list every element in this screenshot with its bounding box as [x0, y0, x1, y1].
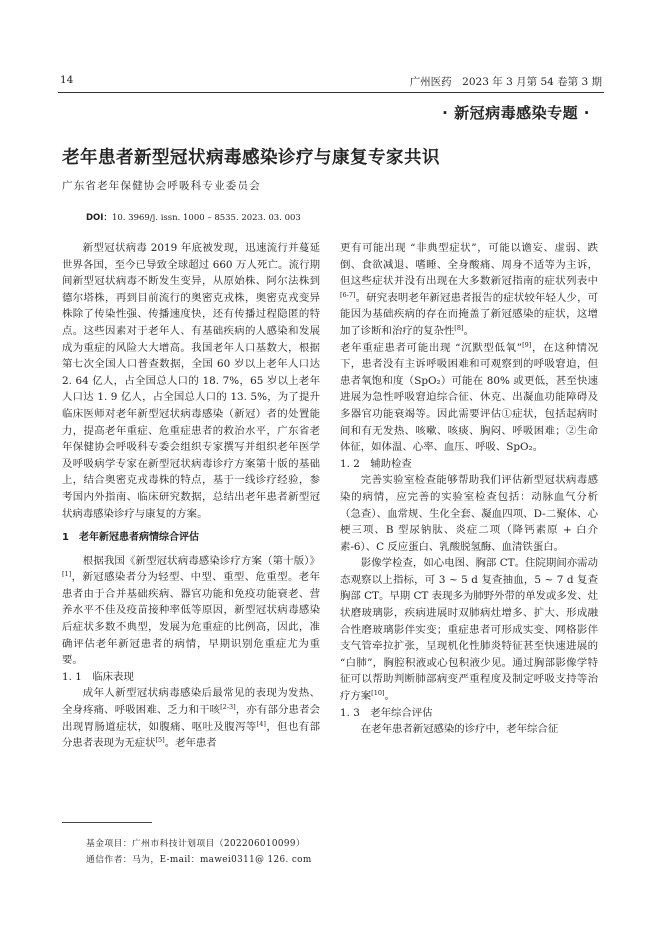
article-title: 老年患者新型冠状病毒感染诊疗与康复专家共识 — [62, 148, 440, 168]
citation-ref: [5] — [155, 736, 165, 745]
subsection-1-1-heading: 1. 1 临床表现 — [62, 670, 134, 683]
journal-header: 广州医药 2023 年 3 月第 54 卷第 3 期 — [409, 76, 602, 88]
citation-ref: [2-3] — [220, 703, 236, 712]
fund-note: 基金项目：广州市科技计划项目（202206010099） — [86, 839, 306, 849]
special-topic-label: · 新冠病毒感染专题 · — [442, 104, 590, 122]
subsection-1-1-paragraph: 成年人新型冠状病毒感染后最常见的表现为发热、全身疼痛、呼吸困难、乏力和干咳[2-3]，亦有部分患者会出现胃肠道症状，如腹痛、呕吐及腹泻等[4]，但也有部分患者表现为无症状[5]。老年患者 — [62, 687, 321, 750]
subsection-1-3-heading: 1. 3 老年综合评估 — [340, 706, 433, 719]
doi-label: DOI： — [86, 213, 112, 223]
footnote-rule — [62, 822, 152, 823]
geriatric-assessment-paragraph: 在老年患者新冠感染的诊疗中，老年综合征 — [360, 723, 559, 736]
section-1-paragraph: 根据我国《新型冠状病毒感染诊疗方案（第十版）》[1]，新冠感染者分为轻型、中型、重型、危重型。老年患者由于合并基础疾病、器官功能和免疫功能衰老、营养水平不佳及疫苗接种率低等原因，新型冠状病毒感染后症状多数不典型，发展为危重症的比例高，因此，准确评估老年新冠患者的病情，早期识别危重症尤为重要。 — [62, 554, 320, 667]
doi-line — [86, 211, 301, 223]
lab-tests-paragraph: 完善实验室检查能够帮助我们评估新型冠状病毒感染的病情，应完善的实验室检查包括：动脉血气分析（急查）、血常规、生化全套、凝血四项、D-二聚体、心梗三项、B 型尿钠肽、炎症二项（降钙素原 + 白介素-6）、C 反应蛋白、乳酸脱氢酶、血清铁蛋白。 — [340, 474, 598, 553]
citation-ref: [6-7] — [340, 290, 356, 299]
citation-ref: [4] — [256, 719, 266, 728]
correspondence-note: 通信作者：马为，E-mail：mawei0311@ 126. com — [86, 855, 312, 865]
right-column — [340, 240, 598, 738]
citation-ref: [1] — [62, 570, 72, 579]
intro-paragraph: 新型冠状病毒 2019 年底被发现，迅速流行并蔓延世界各国，至今已导致全球超过 660 万人死亡。流行期间新型冠状病毒不断发生变异，从原始株、阿尔法株到德尔塔株，再到目前流行的奥密克戎株，奥密克戎变异株除了传染性强、传播速度快，还有传播过程隐匿的特点。这些因素对于老年人、有基础疾病的人感染和发展成为重症的风险大大增高。我国老年人口基数大，根据第七次全国人口普查数据，全国 60 岁以上老年人口达 2. 64 亿人，占全国总人口的 18. 7%，65 岁以上老年人口达 1. 9 亿人，占全国总人口的 13. 5%，为了提升临床医师对老年新型冠状病毒感染（新冠）者的处置能力，提高老年重症、危重症患者的救治水平，广东省老年保健协会呼吸科专委会组织专家撰写并组织老年医学及呼吸病学专家在新型冠状病毒诊疗方案第十版的基础上，结合奥密克戎毒株的特点，基于一线诊疗经验，参考国内外指南、临床研究数据，总结出老年患者新型冠状病毒感染诊疗与康复的方案。 — [62, 242, 320, 520]
symptom-paragraph: 更有可能出现 “非典型症状”，可能以谵妄、虚弱、跌倒、食欲减退、嗜睡、全身酸痛、周身不适等为主诉，但这些症状并没有出现在大多数新冠指南的症状列表中[6-7]。研究表明老年新冠患者报告的症状较年轻人少，可能因为基础疾病的存在而掩盖了新冠感染的症状，这增加了诊断和治疗的复杂性[8]。 — [340, 242, 598, 337]
citation-ref: [10] — [371, 689, 385, 698]
silent-hypoxia-paragraph: 老年重症患者可能出现 “沉默型低氧”[9]，在这种情况下，患者没有主诉呼吸困难和可观察到的呼吸窘迫，但患者氧饱和度（SpO₂）可能在 80% 或更低，甚至快速进展为急性呼吸窘迫综合征、休克、出凝血功能障碍及多器官功能衰竭等。因此需要评估①症状，包括起病时间和有无发热、咳嗽、咳痰、胸闷、呼吸困难；②生命体征，如体温、心率、血压、呼吸、SpO₂。 — [340, 340, 598, 454]
imaging-paragraph: 影像学检查，如心电图、胸部 CT。住院期间亦需动态观察以上指标，可 3 ~ 5 d 复查抽血，5 ~ 7 d 复查胸部 CT。早期 CT 表现多为肺野外带的单发或多发、灶状磨玻璃影，疾病进展时双肺病灶增多、扩大、形成融合性磨玻璃影伴实变；重症患者可形成实变、网格影伴支气管牵拉扩张，呈现机化性肺炎特征甚至快速进展的 “白肺”，胸腔积液或心包积液少见。通过胸部影像学特征可以帮助判断肺部病变严重程度及制定呼吸支持等治疗方案[10]。 — [340, 557, 598, 703]
author-line: 广东省老年保健协会呼吸科专业委员会 — [62, 180, 261, 192]
header-rule — [58, 92, 604, 93]
subsection-1-2-heading: 1. 2 辅助检查 — [340, 457, 412, 470]
footnote — [86, 836, 312, 868]
page-number: 14 — [60, 74, 74, 86]
section-1-heading: 1 老年新冠患者病情综合评估 — [62, 532, 199, 544]
citation-ref: [8] — [454, 323, 464, 332]
citation-ref: [9] — [522, 340, 532, 349]
left-column — [62, 240, 320, 752]
doi-value: 10. 3969/j. issn. 1000 – 8535. 2023. 03. 003 — [111, 213, 301, 223]
